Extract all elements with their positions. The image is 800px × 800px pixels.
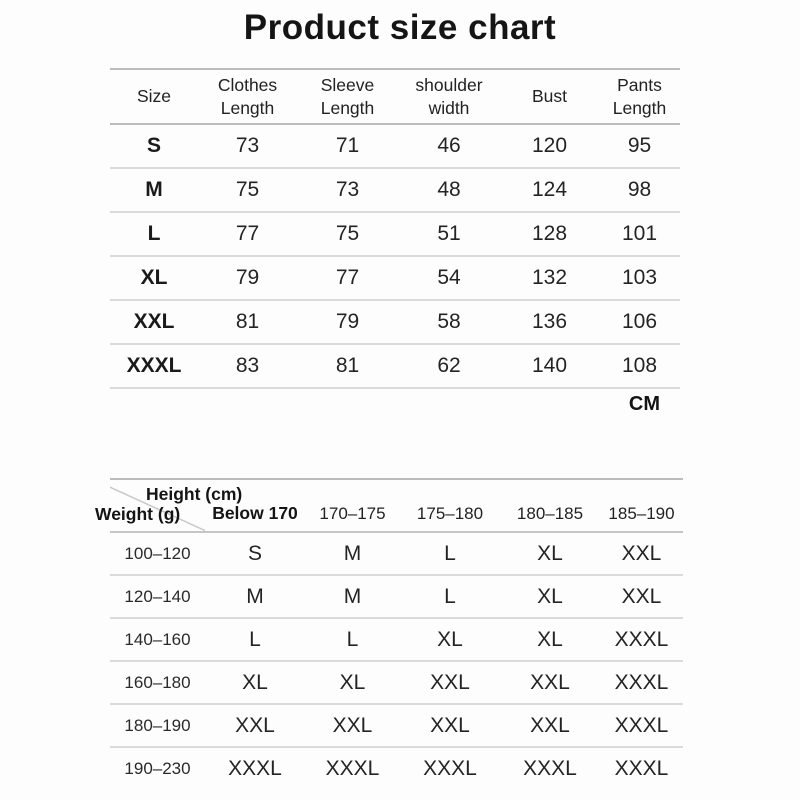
table-cell: XXL bbox=[530, 713, 570, 737]
table-cell: XL bbox=[437, 627, 463, 651]
table-cell: XXL bbox=[430, 670, 470, 694]
weight-range-cell: 160–180 bbox=[124, 672, 191, 692]
table-cell: 75 bbox=[235, 178, 260, 201]
col-header-shoulder-width: shoulder width bbox=[415, 74, 483, 118]
col-header-sleeve-length: Sleeve Length bbox=[320, 74, 375, 118]
table-row bbox=[110, 212, 680, 256]
table-cell: L bbox=[346, 627, 359, 651]
table-cell: 132 bbox=[531, 266, 568, 289]
weight-range-cell: 190–230 bbox=[124, 759, 191, 778]
table-cell: L bbox=[249, 627, 261, 651]
fit-table-header-row bbox=[110, 479, 683, 532]
col-header-185-190: 185–190 bbox=[608, 504, 675, 523]
table-row bbox=[110, 532, 683, 575]
table-cell: XXXL bbox=[614, 713, 669, 737]
table-cell: L bbox=[444, 541, 456, 565]
corner-header-cell bbox=[95, 479, 243, 532]
table-cell: XXXL bbox=[614, 627, 669, 651]
table-cell: 75 bbox=[335, 222, 360, 245]
unit-label: CM bbox=[628, 393, 660, 415]
table-cell: 108 bbox=[621, 354, 658, 377]
size-cell: L bbox=[147, 222, 161, 245]
size-cell: S bbox=[146, 134, 161, 157]
table-cell: XXL bbox=[430, 713, 470, 737]
table-cell: 106 bbox=[621, 310, 658, 333]
table-row bbox=[110, 618, 683, 661]
table-cell: 83 bbox=[235, 354, 260, 377]
table-cell: 71 bbox=[335, 134, 360, 157]
table-cell: XL bbox=[537, 541, 563, 565]
table-cell: XXL bbox=[621, 541, 662, 565]
table-cell: 81 bbox=[335, 354, 360, 377]
table-cell: XXL bbox=[530, 670, 570, 694]
size-cell: XL bbox=[140, 266, 168, 289]
weight-range-cell: 180–190 bbox=[124, 715, 191, 735]
table-cell: 98 bbox=[627, 178, 652, 201]
table-row bbox=[110, 124, 680, 168]
table-cell: XXXL bbox=[325, 757, 380, 780]
table-row bbox=[110, 747, 683, 790]
table-cell: 124 bbox=[531, 178, 568, 201]
table-cell: S bbox=[247, 541, 262, 565]
table-cell: XXL bbox=[621, 584, 662, 608]
table-cell: 48 bbox=[437, 178, 461, 201]
col-header-170-175: 170–175 bbox=[319, 504, 386, 523]
table-cell: XXXL bbox=[614, 757, 669, 780]
table-cell: 79 bbox=[235, 266, 260, 289]
table-cell: 101 bbox=[621, 222, 658, 245]
table-cell: 58 bbox=[437, 310, 461, 333]
col-header-clothes-length: Clothes Length bbox=[217, 74, 278, 118]
col-header-size: Size bbox=[136, 86, 172, 107]
table-cell: 73 bbox=[235, 134, 260, 157]
table-cell: 140 bbox=[531, 354, 568, 377]
table-cell: L bbox=[444, 584, 456, 608]
table-cell: 95 bbox=[627, 134, 652, 157]
col-header-bust: Bust bbox=[531, 86, 568, 107]
table-cell: 103 bbox=[621, 266, 658, 289]
fit-recommendation-table bbox=[95, 478, 683, 790]
table-cell: XXXL bbox=[523, 757, 577, 780]
table-cell: 77 bbox=[335, 266, 360, 289]
weight-range-cell: 140–160 bbox=[124, 629, 191, 649]
table-cell: M bbox=[246, 584, 264, 608]
corner-label-weight: Weight (g) bbox=[95, 504, 181, 524]
table-cell: XXXL bbox=[423, 757, 477, 780]
col-header-180-185: 180–185 bbox=[516, 504, 584, 523]
table-cell: 51 bbox=[437, 222, 461, 245]
table-row bbox=[110, 704, 683, 747]
table-row bbox=[110, 300, 680, 344]
table-row bbox=[110, 344, 680, 388]
table-cell: XXL bbox=[235, 713, 275, 737]
table-cell: 128 bbox=[531, 222, 568, 245]
table-cell: XL bbox=[242, 670, 268, 694]
table-cell: 81 bbox=[235, 310, 260, 333]
col-header-175-180: 175–180 bbox=[416, 504, 484, 523]
table-cell: 62 bbox=[437, 354, 461, 377]
col-header-below-170: Below 170 bbox=[212, 503, 298, 523]
table-cell: 46 bbox=[437, 134, 461, 157]
page-title: Product size chart bbox=[243, 8, 557, 47]
weight-range-cell: 120–140 bbox=[124, 586, 191, 606]
table-cell: XXL bbox=[332, 713, 373, 737]
size-table-header-row bbox=[110, 69, 680, 124]
size-cell: XXXL bbox=[126, 354, 182, 377]
table-row bbox=[110, 575, 683, 618]
size-measurements-table bbox=[110, 68, 680, 389]
table-cell: M bbox=[343, 541, 362, 565]
table-cell: 73 bbox=[335, 178, 360, 201]
weight-range-cell: 100–120 bbox=[124, 543, 191, 563]
corner-label-height: Height (cm) bbox=[146, 484, 243, 504]
table-cell: 79 bbox=[335, 310, 360, 333]
table-cell: M bbox=[343, 584, 362, 608]
table-cell: XL bbox=[537, 584, 563, 608]
table-cell: XL bbox=[339, 670, 366, 694]
table-cell: XXXL bbox=[614, 670, 669, 694]
table-cell: XXXL bbox=[228, 757, 282, 780]
table-cell: 120 bbox=[531, 134, 568, 157]
table-cell: XL bbox=[537, 627, 563, 651]
table-row bbox=[110, 168, 680, 212]
size-cell: XXL bbox=[133, 310, 175, 333]
table-cell: 136 bbox=[531, 310, 568, 333]
size-cell: M bbox=[145, 178, 163, 201]
table-cell: 54 bbox=[437, 266, 461, 289]
col-header-pants-length: Pants Length bbox=[612, 74, 667, 118]
table-row bbox=[110, 661, 683, 704]
table-row bbox=[110, 256, 680, 300]
table-cell: 77 bbox=[235, 222, 260, 245]
